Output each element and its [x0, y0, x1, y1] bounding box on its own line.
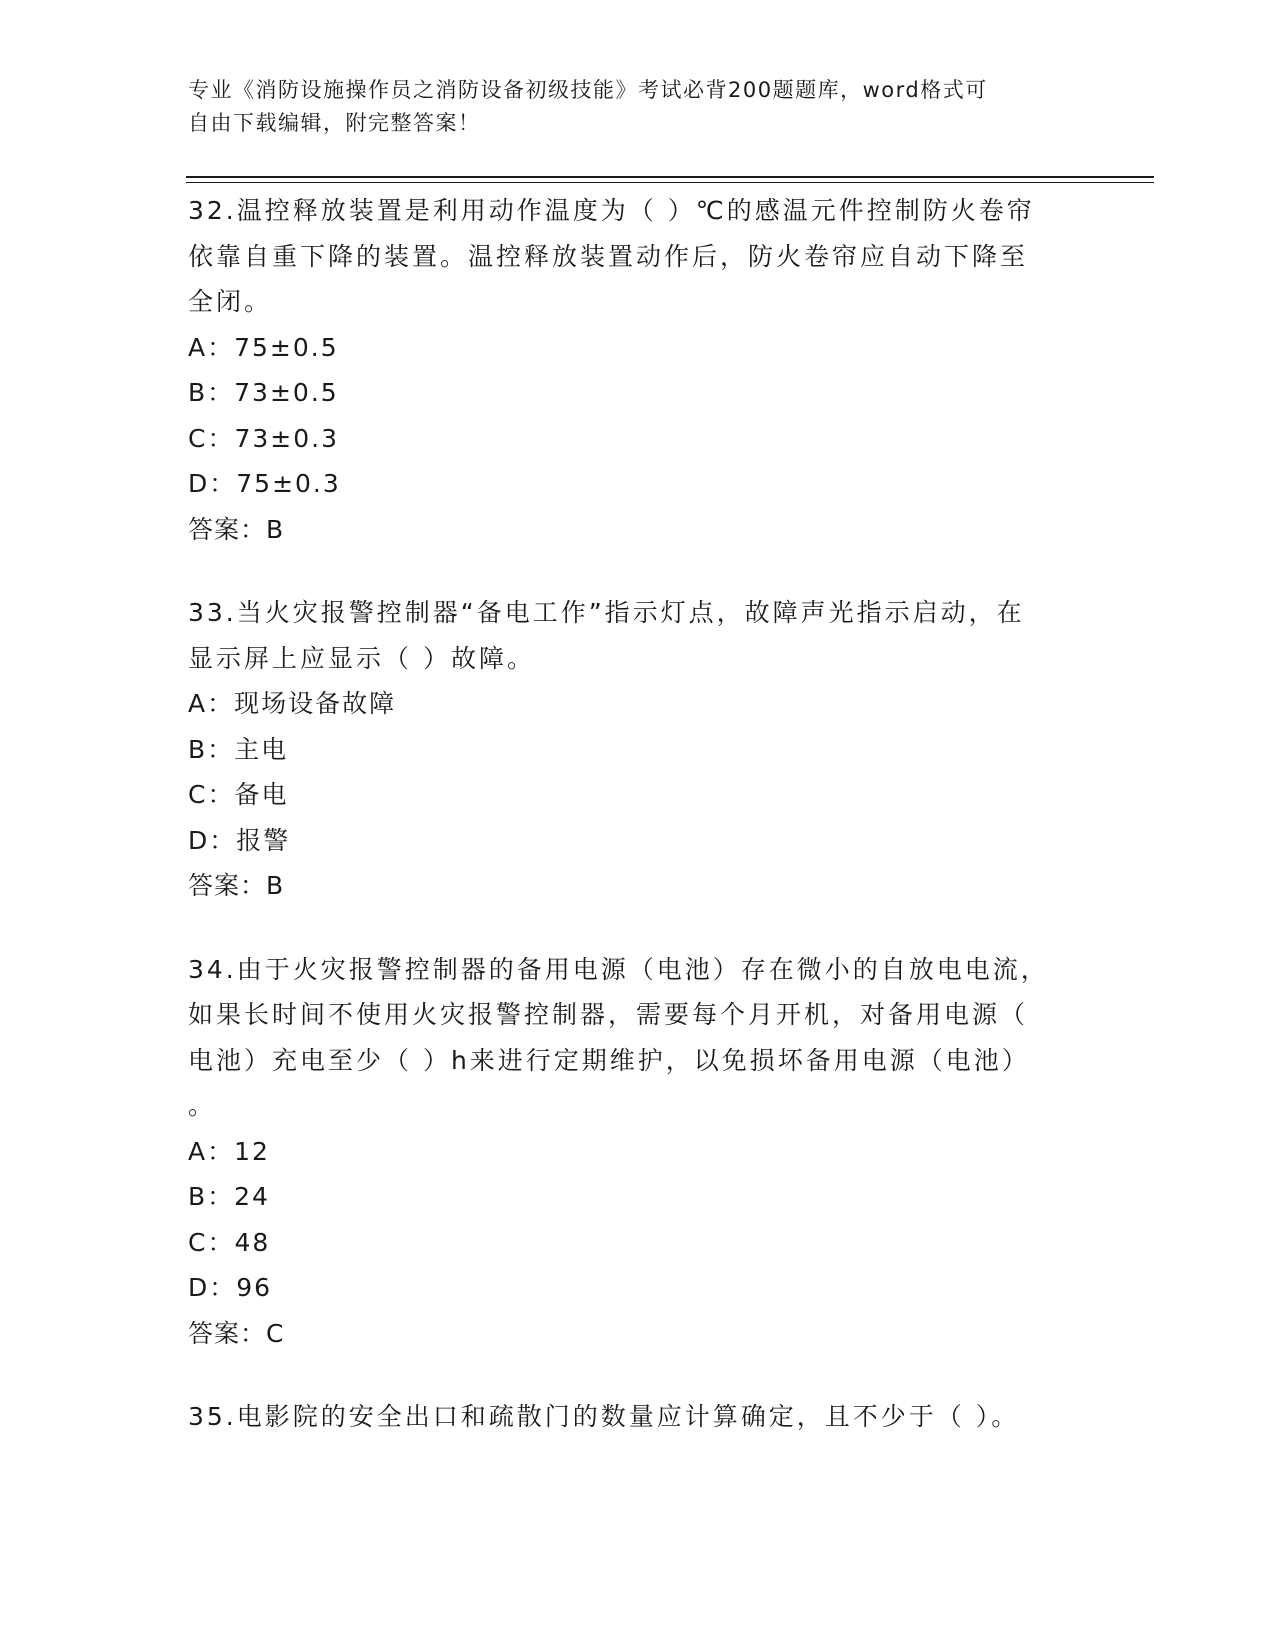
option-c [188, 1220, 1088, 1266]
question-stem [188, 947, 1088, 1129]
option-key: A： [188, 332, 235, 362]
option-text: 报警 [236, 825, 291, 855]
answer-line: 答案：B [188, 871, 285, 900]
option-a [188, 1129, 1088, 1175]
option-text: 75±0.3 [236, 469, 341, 498]
document-header [188, 74, 1088, 140]
question-32 [188, 188, 1088, 552]
option-b [188, 727, 1088, 773]
header-divider-thin [186, 182, 1154, 183]
question-stem [188, 188, 1088, 325]
option-text: 现场设备故障 [234, 689, 397, 718]
option-c [188, 772, 1088, 818]
option-key: D： [188, 825, 237, 855]
header-divider-thick [186, 176, 1154, 178]
option-a [188, 325, 1088, 371]
stem-line: 如果长时间不使用火灾报警控制器，需要每个月开机，对备用电源（ [188, 1000, 1029, 1029]
question-34 [188, 947, 1088, 1357]
option-a [188, 681, 1088, 727]
option-b [188, 370, 1088, 416]
answer-line: 答案：B [188, 514, 285, 544]
question-list [188, 188, 1088, 1478]
option-key: B： [188, 1182, 235, 1211]
stem-line: 。 [188, 1091, 217, 1120]
stem-line: 电池）充电至少（ ）h来进行定期维护，以免损坏备用电源（电池） [188, 1045, 1030, 1075]
option-key: D： [188, 469, 237, 498]
option-text: 主电 [234, 734, 289, 764]
option-d [188, 461, 1088, 507]
option-key: C： [188, 780, 235, 809]
question-stem [188, 590, 1088, 681]
option-key: B： [188, 378, 235, 407]
option-b [188, 1174, 1088, 1220]
stem-line: 显示屏上应显示（ ）故障。 [188, 643, 535, 673]
option-text: 75±0.5 [234, 332, 339, 362]
option-key: A： [188, 689, 235, 718]
question-stem [188, 1394, 1088, 1440]
option-key: C： [188, 423, 235, 453]
stem-line: 33.当火灾报警控制器“备电工作”指示灯点，故障声光指示启动，在 [188, 598, 1025, 627]
answer-line: 答案：C [188, 1318, 285, 1348]
option-key: D： [188, 1273, 237, 1302]
option-text: 备电 [234, 780, 289, 809]
option-text: 48 [234, 1227, 271, 1257]
option-key: A： [188, 1136, 235, 1166]
option-text: 73±0.5 [234, 378, 339, 407]
stem-line: 依靠自重下降的装置。温控释放装置动作后，防火卷帘应自动下降至 [188, 241, 1029, 271]
header-line-1: 专业《消防设施操作员之消防设备初级技能》考试必背200题题库，word格式可 [188, 78, 988, 102]
option-d [188, 1265, 1088, 1311]
question-33 [188, 590, 1088, 909]
option-d [188, 818, 1088, 864]
header-line-2: 自由下载编辑，附完整答案！ [188, 111, 481, 135]
option-c [188, 416, 1088, 462]
option-text: 24 [234, 1182, 270, 1211]
option-key: C： [188, 1227, 235, 1257]
option-key: B： [188, 734, 235, 764]
stem-line: 全闭。 [188, 287, 273, 316]
option-text: 96 [236, 1273, 273, 1302]
option-text: 73±0.3 [234, 423, 339, 453]
stem-line: 32.温控释放装置是利用动作温度为（ ）℃的感温元件控制防火卷帘 [188, 196, 1035, 225]
stem-line: 35.电影院的安全出口和疏散门的数量应计算确定，且不少于（ ）。 [188, 1402, 1020, 1431]
option-text: 12 [234, 1136, 270, 1166]
question-35 [188, 1394, 1088, 1440]
stem-line: 34.由于火灾报警控制器的备用电源（电池）存在微小的自放电电流， [188, 954, 1049, 984]
